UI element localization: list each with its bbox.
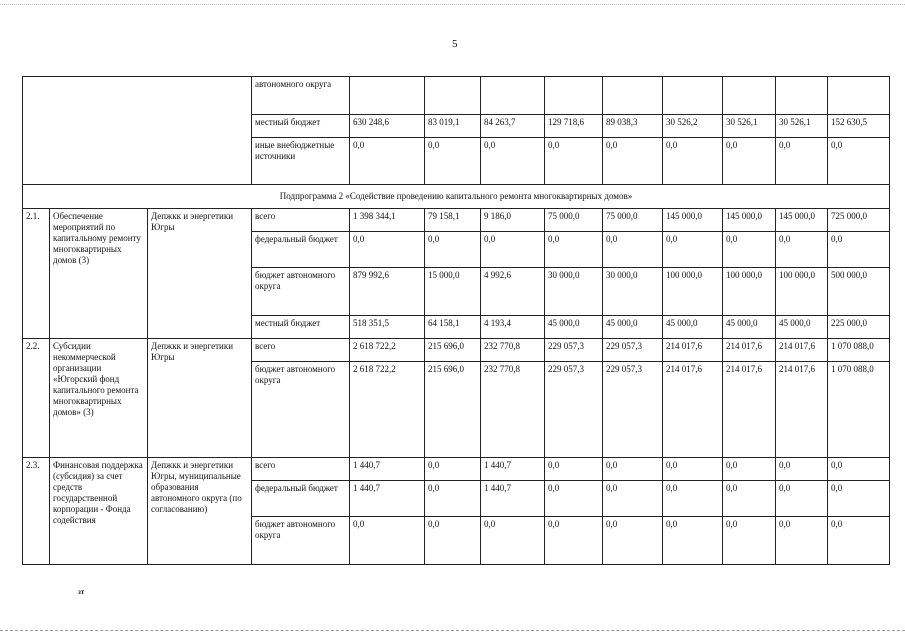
value-cell: 0,0 [828,481,890,517]
value-cell: 30 526,1 [776,115,828,138]
value-cell: 0,0 [545,138,603,185]
value-cell: 0,0 [425,138,481,185]
source-cell: всего [252,209,350,232]
value-cell: 64 158,1 [425,316,481,339]
value-cell: 30 526,2 [663,115,723,138]
value-cell: 0,0 [723,517,776,565]
value-cell: 145 000,0 [776,209,828,232]
footer-mark: зт [78,588,85,596]
value-cell: 0,0 [603,481,663,517]
subprogram-row [23,185,890,209]
value-cell: 45 000,0 [663,316,723,339]
value-cell: 152 630,5 [828,115,890,138]
value-cell: 1 070 088,0 [828,339,890,362]
scan-edge-top [0,4,905,5]
subprogram-title: Подпрограмма 2 «Содействие проведению капитального ремонта многоквартирных домов» [23,185,890,209]
value-cell: 0,0 [481,517,545,565]
value-cell [828,77,890,115]
value-cell: 232 770,8 [481,362,545,458]
value-cell: 215 696,0 [425,362,481,458]
value-cell: 4 992,6 [481,268,545,316]
source-cell: местный бюджет [252,316,350,339]
value-cell: 100 000,0 [776,268,828,316]
source-cell: бюджет автономного округа [252,517,350,565]
value-cell: 1 440,7 [350,458,425,481]
value-cell: 225 000,0 [828,316,890,339]
value-cell: 0,0 [663,458,723,481]
value-cell: 0,0 [481,138,545,185]
table-body [23,77,890,565]
value-cell [663,77,723,115]
value-cell: 500 000,0 [828,268,890,316]
value-cell: 0,0 [776,458,828,481]
value-cell: 0,0 [350,138,425,185]
value-cell [350,77,425,115]
value-cell: 129 718,6 [545,115,603,138]
value-cell: 630 248,6 [350,115,425,138]
value-cell [776,77,828,115]
source-cell: иные внебюджетные источники [252,138,350,185]
value-cell: 79 158,1 [425,209,481,232]
scan-edge-bottom [0,630,905,631]
value-cell: 0,0 [663,138,723,185]
value-cell: 0,0 [603,232,663,268]
value-cell [723,77,776,115]
value-cell: 45 000,0 [723,316,776,339]
value-cell: 0,0 [723,138,776,185]
executor: Депжкк и энергетики Югры [148,209,252,339]
value-cell: 0,0 [776,138,828,185]
value-cell: 0,0 [425,458,481,481]
value-cell: 0,0 [828,232,890,268]
value-cell: 0,0 [603,138,663,185]
value-cell: 214 017,6 [663,339,723,362]
value-cell: 0,0 [545,232,603,268]
value-cell: 145 000,0 [663,209,723,232]
measure-name: Обеспечение мероприятий по капитальному ремонту многоквартирных домов (3) [50,209,148,339]
value-cell: 0,0 [425,517,481,565]
budget-table [22,76,890,565]
value-cell: 2 618 722,2 [350,339,425,362]
value-cell: 45 000,0 [545,316,603,339]
table-row [23,77,890,115]
executor: Депжкк и энергетики Югры, муниципальные образования автономного округа (по согласованию) [148,458,252,565]
measure-name: Субсидии некоммерческой организации «Югорский фонд капитального ремонта многоквартирных домов» (3) [50,339,148,458]
value-cell: 518 351,5 [350,316,425,339]
value-cell: 0,0 [663,232,723,268]
source-cell: местный бюджет [252,115,350,138]
value-cell: 0,0 [828,138,890,185]
value-cell: 0,0 [663,481,723,517]
value-cell: 0,0 [828,458,890,481]
table-row [23,339,890,362]
value-cell: 232 770,8 [481,339,545,362]
value-cell: 1 440,7 [350,481,425,517]
value-cell: 0,0 [350,232,425,268]
value-cell: 83 019,1 [425,115,481,138]
value-cell: 4 193,4 [481,316,545,339]
value-cell: 0,0 [603,517,663,565]
source-cell: всего [252,458,350,481]
value-cell: 214 017,6 [776,339,828,362]
source-cell: автономного округа [252,77,350,115]
value-cell: 725 000,0 [828,209,890,232]
value-cell: 214 017,6 [723,339,776,362]
value-cell: 0,0 [603,458,663,481]
value-cell: 879 992,6 [350,268,425,316]
value-cell: 30 000,0 [603,268,663,316]
value-cell: 15 000,0 [425,268,481,316]
source-cell: бюджет автономного округа [252,362,350,458]
value-cell: 215 696,0 [425,339,481,362]
value-cell: 0,0 [545,458,603,481]
source-cell: всего [252,339,350,362]
value-cell: 30 526,1 [723,115,776,138]
value-cell: 0,0 [425,232,481,268]
page-number: 5 [452,38,458,50]
value-cell: 1 440,7 [481,458,545,481]
value-cell [545,77,603,115]
executor: Депжкк и энергетики Югры [148,339,252,458]
value-cell: 0,0 [350,517,425,565]
value-cell: 0,0 [425,481,481,517]
value-cell: 0,0 [723,481,776,517]
value-cell: 0,0 [663,517,723,565]
row-number: 2.2. [23,339,50,458]
value-cell: 45 000,0 [603,316,663,339]
value-cell: 229 057,3 [545,362,603,458]
value-cell: 0,0 [828,517,890,565]
measure-name: Финансовая поддержка (субсидия) за счет средств государственной корпорации - Фонда содействия [50,458,148,565]
value-cell: 0,0 [723,232,776,268]
value-cell: 214 017,6 [776,362,828,458]
value-cell: 145 000,0 [723,209,776,232]
value-cell: 100 000,0 [723,268,776,316]
value-cell: 1 398 344,1 [350,209,425,232]
value-cell: 0,0 [723,458,776,481]
value-cell: 229 057,3 [545,339,603,362]
value-cell: 0,0 [776,232,828,268]
value-cell: 0,0 [776,481,828,517]
value-cell: 30 000,0 [545,268,603,316]
value-cell: 229 057,3 [603,362,663,458]
value-cell [425,77,481,115]
table-row [23,458,890,481]
value-cell [603,77,663,115]
value-cell: 9 186,0 [481,209,545,232]
row-number: 2.1. [23,209,50,339]
value-cell: 45 000,0 [776,316,828,339]
row-number: 2.3. [23,458,50,565]
value-cell: 0,0 [545,481,603,517]
value-cell: 229 057,3 [603,339,663,362]
value-cell: 0,0 [545,517,603,565]
source-cell: федеральный бюджет [252,481,350,517]
value-cell: 0,0 [776,517,828,565]
value-cell: 214 017,6 [723,362,776,458]
source-cell: федеральный бюджет [252,232,350,268]
value-cell: 75 000,0 [603,209,663,232]
value-cell: 84 263,7 [481,115,545,138]
value-cell: 2 618 722,2 [350,362,425,458]
value-cell [481,77,545,115]
value-cell: 1 070 088,0 [828,362,890,458]
value-cell: 1 440,7 [481,481,545,517]
value-cell: 100 000,0 [663,268,723,316]
value-cell: 214 017,6 [663,362,723,458]
source-cell: бюджет автономного округа [252,268,350,316]
value-cell: 0,0 [481,232,545,268]
continuation-cell [23,77,252,185]
value-cell: 89 038,3 [603,115,663,138]
table-row [23,209,890,232]
value-cell: 75 000,0 [545,209,603,232]
